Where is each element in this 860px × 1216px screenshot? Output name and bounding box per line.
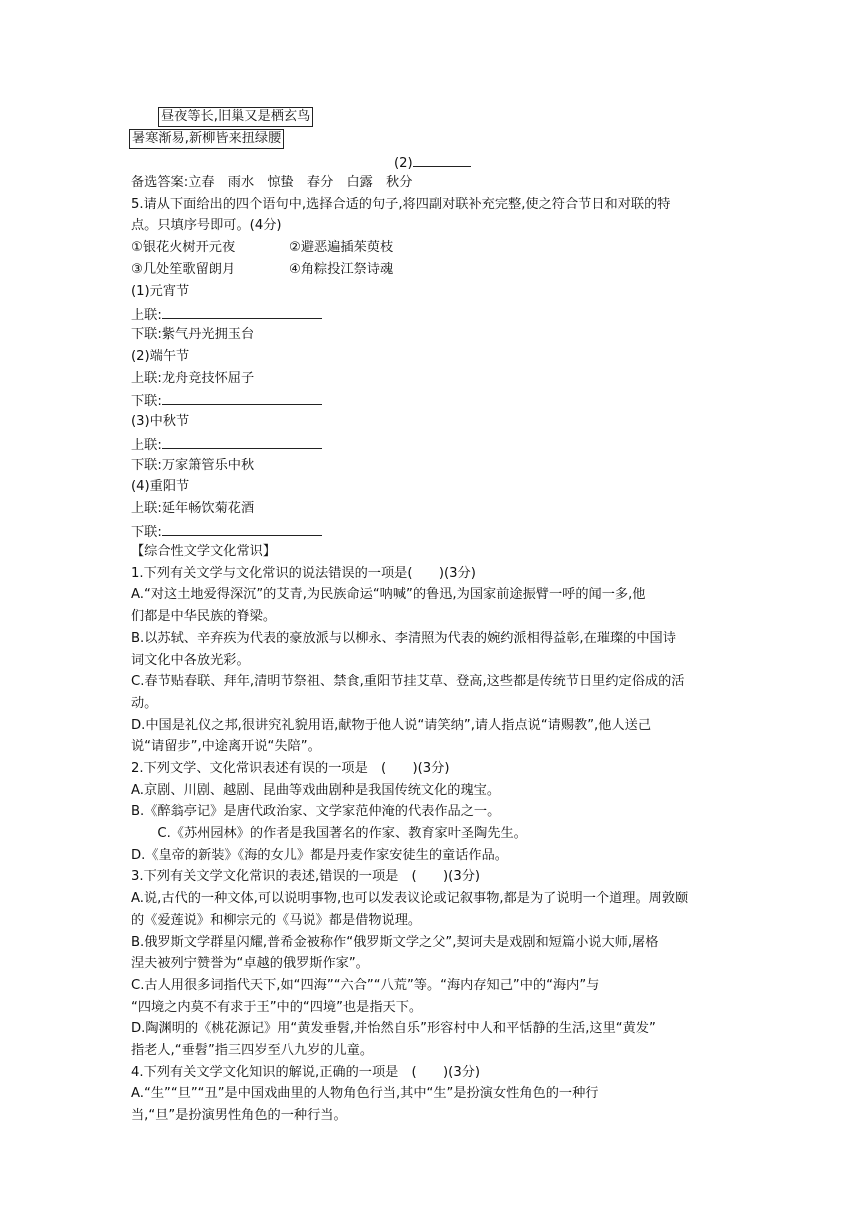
festival-1-upper-blank[interactable] — [162, 304, 322, 319]
q3-option-c-2: “四境之内莫不有求于王”中的“四境”也是指天下。 — [131, 1000, 423, 1015]
q2-option-d: D.《皇帝的新装》《海的女儿》都是丹麦作家安徒生的童话作品。 — [131, 848, 508, 863]
festival-1-upper-label: 上联: — [131, 308, 162, 323]
couplet-box-upper: 昼夜等长,旧巢又是栖玄鸟 — [158, 107, 313, 127]
q3-option-a-1: A.说,古代的一种文体,可以说明事物,也可以发表议论或记叙事物,都是为了说明一个道理。周敦颐 — [131, 891, 689, 906]
q3-option-d-2: 指老人,“垂髫”指三四岁至八九岁的儿童。 — [131, 1043, 374, 1058]
q3-option-a-2: 的《爱莲说》和柳宗元的《马说》都是借物说理。 — [131, 913, 422, 928]
q1-option-c-2: 动。 — [131, 696, 158, 711]
q4-option-a-2: 当,“旦”是扮演男性角色的一种行当。 — [131, 1108, 347, 1123]
q5-choice-row-1 — [131, 238, 235, 258]
q5-stem-1: 5.请从下面给出的四个语句中,选择合适的句子,将四副对联补充完整,使之符合节日和对联的特 — [131, 197, 671, 212]
q4-answer-line — [394, 152, 471, 172]
q4-option-a-1: A.“生”“旦”“丑”是中国戏曲里的人物角色行当,其中“生”是扮演女性角色的一种行 — [131, 1086, 599, 1101]
festival-3-title: (3)中秋节 — [131, 414, 190, 429]
q5-stem-2: 点。只填序号即可。(4分) — [131, 218, 282, 233]
q1-option-a-2: 们都是中华民族的脊梁。 — [131, 609, 277, 624]
q1-option-a-1: A.“对这土地爱得深沉”的艾青,为民族命运“呐喊”的鲁迅,为国家前途振臂一呼的闻一多,他 — [131, 587, 646, 602]
festival-3-lower: 下联:万家箫管乐中秋 — [131, 458, 255, 473]
festival-1-upper — [131, 304, 322, 324]
q4-answer-blank[interactable] — [413, 152, 471, 167]
q5-choice-row-2 — [131, 260, 235, 280]
festival-2-lower-blank[interactable] — [162, 390, 322, 405]
q1-option-d-2: 说“请留步”,中途离开说“失陪”。 — [131, 739, 321, 754]
section-heading: 【综合性文学文化常识】 — [131, 544, 277, 559]
festival-3-upper — [131, 434, 322, 454]
festival-3-upper-blank[interactable] — [162, 434, 322, 449]
festival-4-lower — [131, 521, 322, 541]
festival-3-upper-label: 上联: — [131, 438, 162, 453]
q4-stem: 4.下列有关文学文化知识的解说,正确的一项是 ( )(3分) — [131, 1065, 481, 1080]
q3-option-c-1: C.古人用很多词指代天下,如“四海”“六合”“八荒”等。“海内存知己”中的“海内”与 — [131, 978, 600, 993]
q2-stem: 2.下列文学、文化常识表述有误的一项是 ( )(3分) — [131, 761, 450, 776]
festival-4-title: (4)重阳节 — [131, 479, 190, 494]
q5-choice-4: ④角粽投江祭诗魂 — [289, 262, 394, 277]
festival-1-title: (1)元宵节 — [131, 284, 190, 299]
q1-option-d-1: D.中国是礼仪之邦,很讲究礼貌用语,献物于他人说“请笑纳”,请人指点说“请赐教”,他人送己 — [131, 718, 652, 733]
q4-blank-label: (2) — [394, 156, 413, 171]
q5-choice-1: ①银花火树开元夜 — [131, 240, 236, 255]
q2-option-c: C.《苏州园林》的作者是我国著名的作家、教育家叶圣陶先生。 — [131, 826, 527, 841]
q3-option-b-2: 涅夫被列宁赞誉为“卓越的俄罗斯作家”。 — [131, 956, 369, 971]
options-line: 备选答案:立春 雨水 惊蛰 春分 白露 秋分 — [131, 175, 413, 190]
festival-2-upper: 上联:龙舟竞技怀屈子 — [131, 371, 255, 386]
q1-option-b-2: 词文化中各放光彩。 — [131, 653, 250, 668]
q5-choice-3: ③几处笙歌留朗月 — [131, 262, 236, 277]
q2-option-a: A.京剧、川剧、越剧、昆曲等戏曲剧种是我国传统文化的瑰宝。 — [131, 783, 501, 798]
festival-2-lower-label: 下联: — [131, 394, 162, 409]
q1-option-b-1: B.以苏轼、辛弃疾为代表的豪放派与以柳永、李清照为代表的婉约派相得益彰,在璀璨的中国诗 — [131, 631, 676, 646]
festival-4-upper: 上联:延年畅饮菊花酒 — [131, 501, 255, 516]
q1-option-c-1: C.春节贴春联、拜年,清明节祭祖、禁食,重阳节挂艾草、登高,这些都是传统节日里约定俗成的活 — [131, 674, 685, 689]
festival-2-lower — [131, 390, 322, 410]
couplet-box-lower: 暑寒渐易,新柳皆来扭绿腰 — [129, 129, 284, 149]
q3-option-b-1: B.俄罗斯文学群星闪耀,普希金被称作“俄罗斯文学之父”,契诃夫是戏剧和短篇小说大师,屠格 — [131, 935, 659, 950]
festival-1-lower: 下联:紫气丹光拥玉台 — [131, 327, 255, 342]
festival-4-lower-label: 下联: — [131, 525, 162, 540]
q5-choice-2: ②避恶遍插茱萸枝 — [289, 240, 394, 255]
q1-stem: 1.下列有关文学与文化常识的说法错误的一项是( )(3分) — [131, 566, 476, 581]
q3-option-d-1: D.陶渊明的《桃花源记》用“黄发垂髫,并怡然自乐”形容村中人和平恬静的生活,这里“黄发” — [131, 1021, 656, 1036]
festival-2-title: (2)端午节 — [131, 349, 190, 364]
festival-4-lower-blank[interactable] — [162, 521, 322, 536]
q2-option-b: B.《醉翁亭记》是唐代政治家、文学家范仲淹的代表作品之一。 — [131, 804, 501, 819]
q3-stem: 3.下列有关文学文化常识的表述,错误的一项是 ( )(3分) — [131, 869, 481, 884]
